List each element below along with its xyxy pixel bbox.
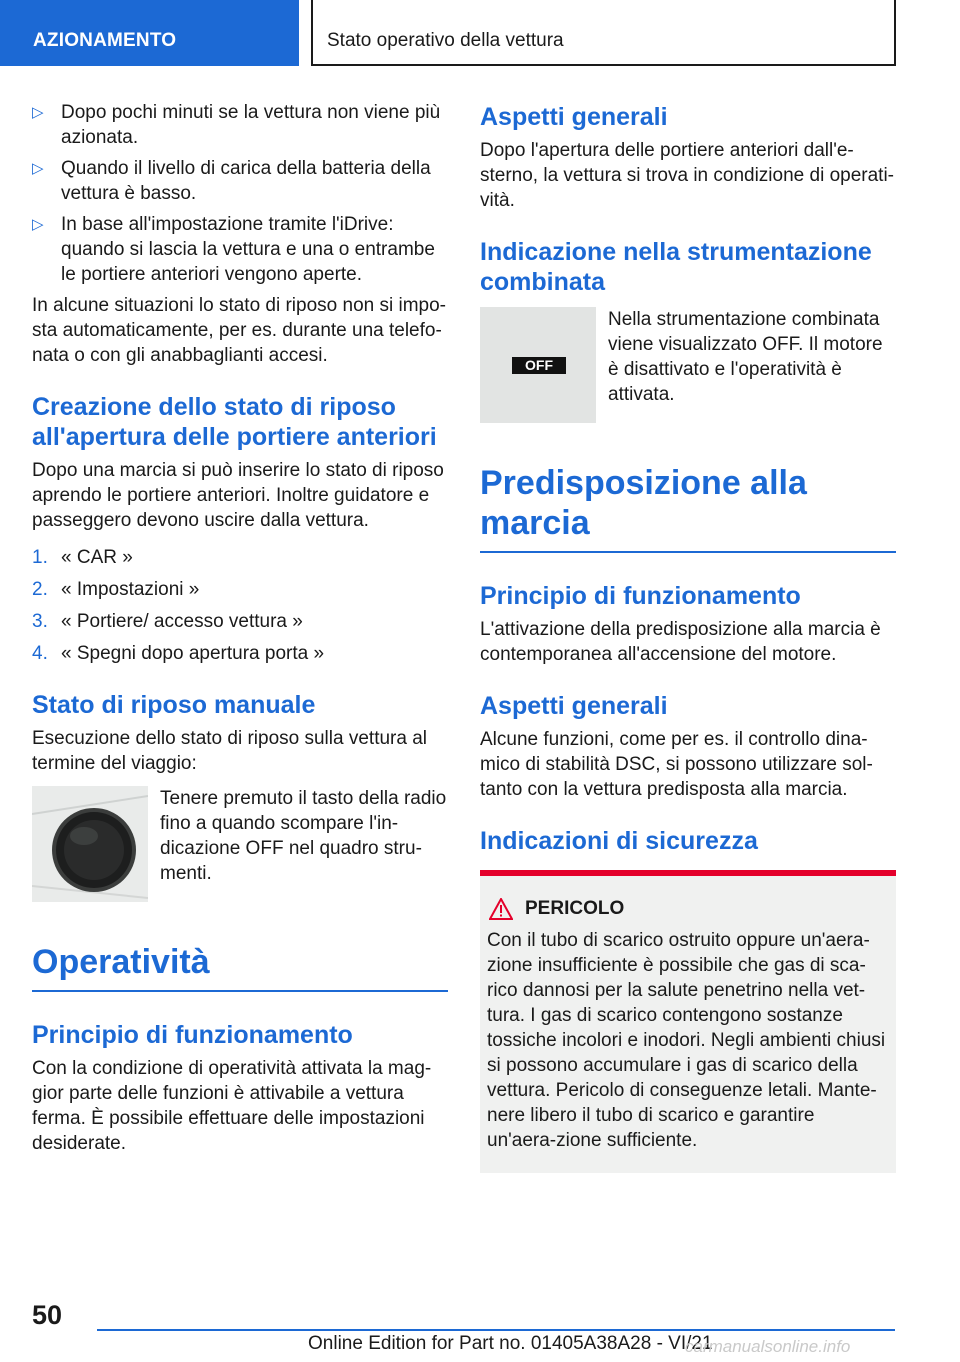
bullet-item: ▷ In base all'impostazione tramite l'iDrive: quando si lascia la vettura e una o entrambe le portiere anteriori vengono aperte. [32,214,435,285]
step-item: 4. « Spegni dopo apertura porta » [32,643,325,664]
heading-creazione: Creazione dello stato di riposo all'apertura delle portiere anteriori [32,393,437,451]
paragraph: Esecuzione dello stato di riposo sulla vettura al termine del viaggio: [32,728,428,774]
heading-aspetti: Aspetti generali [480,103,668,131]
heading-operativita: Operatività [32,942,448,992]
danger-header [489,898,888,920]
paragraph: Dopo una marcia si può inserire lo stato di riposo aprendo le portiere anteriori. Inoltre guidatore e passeggero devono uscire dalla vettura. [32,460,444,531]
off-caption: Nella strumentazione combinata viene visualizzato OFF. Il motore è disattivato e l'operatività è attivata. [608,309,883,405]
heading-sicurezza: Indicazioni di sicurezza [480,827,758,855]
paragraph: L'attivazione della predisposizione alla marcia è contemporanea all'accensione del motore. [480,619,881,665]
triangle-bullet-icon: ▷ [32,104,44,121]
heading-principio: Principio di funzionamento [32,1021,353,1049]
heading-indicazione: Indicazione nella strumentazione combinata [480,238,872,296]
edition-text: Online Edition for Part no. 01405A38A28 - VI/21 [308,1333,713,1354]
chapter-title-box [311,0,896,66]
right-column [480,100,896,1173]
section-label: AZIONAMENTO [0,0,299,66]
danger-title: PERICOLO [525,898,625,919]
step-item: 2. « Impostazioni » [32,579,200,600]
paragraph: In alcune situazioni lo stato di riposo non si impo-sta automaticamente, per es. durante una telefo-nata o con gli anabbaglianti accesi. [32,295,447,366]
heading-predisposizione: Predisposizione alla marcia [480,463,896,553]
heading-aspetti: Aspetti generali [480,692,668,720]
danger-text: Con il tubo di scarico ostruito oppure un'aera-zione insufficiente è possibile che gas di sca-rico dannosi per la salute penetrino nella vet-tura. I gas di scarico contengono sostanze tossiche incolori e inodori. Negli ambienti chiusi si possono accumulare i gas di scarico della vettura. Pericolo di conseguenze letali. Mante-nere libero il tubo di scarico e garantire un'aera-zione sufficiente. [487,930,886,1151]
off-figure [480,307,896,423]
triangle-bullet-icon: ▷ [32,160,44,177]
heading-principio: Principio di funzionamento [480,582,801,610]
bullet-item: ▷ Quando il livello di carica della batteria della vettura è basso. [32,158,431,204]
paragraph: Con la condizione di operatività attivata la mag-gior parte delle funzioni è attivabile a vettura ferma. È possibile effettuare delle impostazioni desiderate. [32,1058,432,1154]
radio-knob-image [32,786,148,902]
chapter-title: Stato operativo della vettura [327,30,564,51]
left-column [32,100,448,1162]
off-indicator: OFF [512,357,566,374]
paragraph: Alcune funzioni, come per es. il controllo dina-mico di stabilità DSC, si possono utilizzare sol-tanto con la vettura predisposta alla marcia. [480,729,873,800]
step-item: 3. « Portiere/ accesso vettura » [32,611,303,632]
footer-rule [97,1329,895,1331]
off-display-image [480,307,596,423]
knob-figure [32,786,448,902]
knob-caption: Tenere premuto il tasto della radio fino a quando scompare l'in-dicazione OFF nel quadro stru-menti. [160,788,447,884]
heading-manuale: Stato di riposo manuale [32,691,316,719]
page-header [0,0,960,66]
danger-box [480,870,896,1173]
bullet-item: ▷ Dopo pochi minuti se la vettura non viene più azionata. [32,102,441,148]
warning-triangle-icon [489,898,513,920]
triangle-bullet-icon: ▷ [32,216,44,233]
watermark: carmanualsonline.info [685,1337,851,1356]
page-number: 50 [32,1300,63,1330]
paragraph: Dopo l'apertura delle portiere anteriori dall'e-sterno, la vettura si trova in condizione di operati-vità. [480,140,894,211]
step-item: 1. « CAR » [32,547,133,568]
